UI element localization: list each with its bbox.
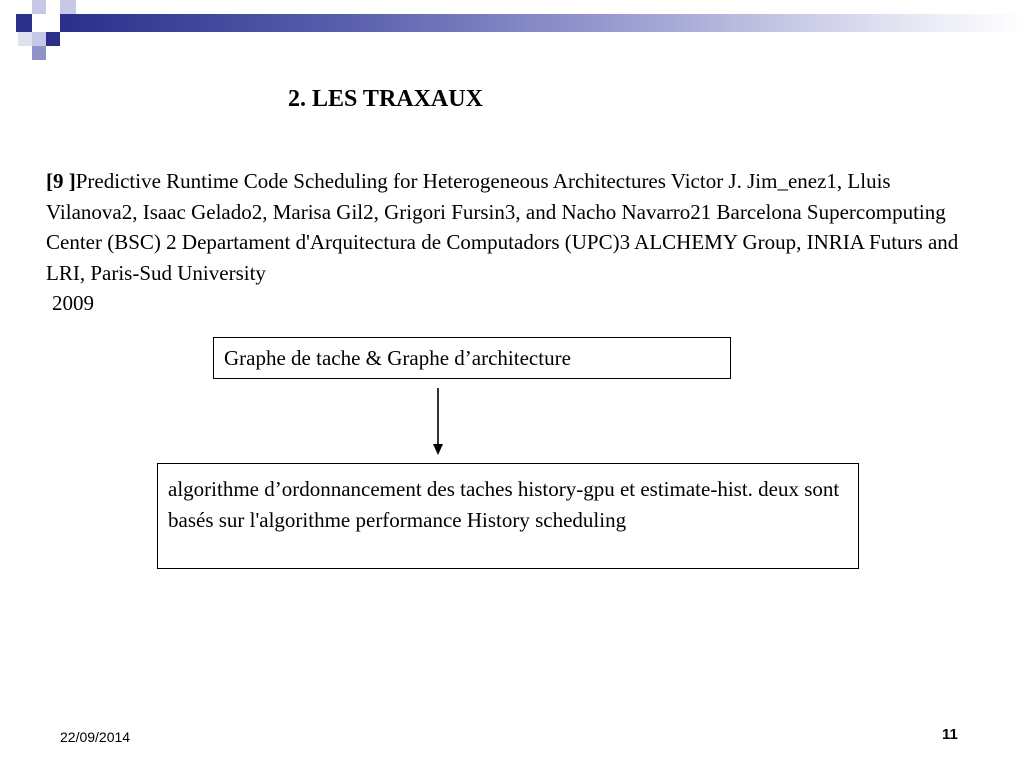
decor-square xyxy=(46,32,60,46)
footer-date: 22/09/2014 xyxy=(60,729,131,745)
decor-square xyxy=(18,32,32,46)
decor-square xyxy=(32,46,46,60)
reference-year: 2009 xyxy=(52,291,94,315)
decor-square xyxy=(32,32,46,46)
diagram-box-output-label: algorithme d’ordonnancement des taches history-gpu et estimate-hist. deux sont basés sur l'algorithme performance History scheduling xyxy=(168,477,840,532)
page-number: 11 xyxy=(942,726,958,743)
down-arrow-icon xyxy=(428,388,448,456)
decor-square xyxy=(60,0,76,14)
diagram-box-output xyxy=(157,463,859,569)
decor-square xyxy=(32,0,46,14)
header-gradient-band xyxy=(60,14,1024,32)
diagram-box-input xyxy=(213,337,731,379)
decor-square xyxy=(46,0,60,14)
decor-square xyxy=(16,14,32,32)
reference-tag: [9 ] xyxy=(46,169,76,193)
diagram-box-input-label: Graphe de tache & Graphe d’architecture xyxy=(224,346,571,370)
slide-title: 2. LES TRAXAUX xyxy=(288,86,483,112)
reference-paragraph xyxy=(46,166,976,319)
reference-text: Predictive Runtime Code Scheduling for Heterogeneous Architectures Victor J. Jim_enez1, Lluis Vilanova2, Isaac Gelado2, Marisa Gil2, Grigori Fursin3, and Nacho Navarro21 Barcelona Supercomputing Center (BSC) 2 Departament d'Arquitectura de Computadors (UPC)3 ALCHEMY Group, INRIA Futurs and LRI, Paris-Sud University xyxy=(46,169,959,285)
